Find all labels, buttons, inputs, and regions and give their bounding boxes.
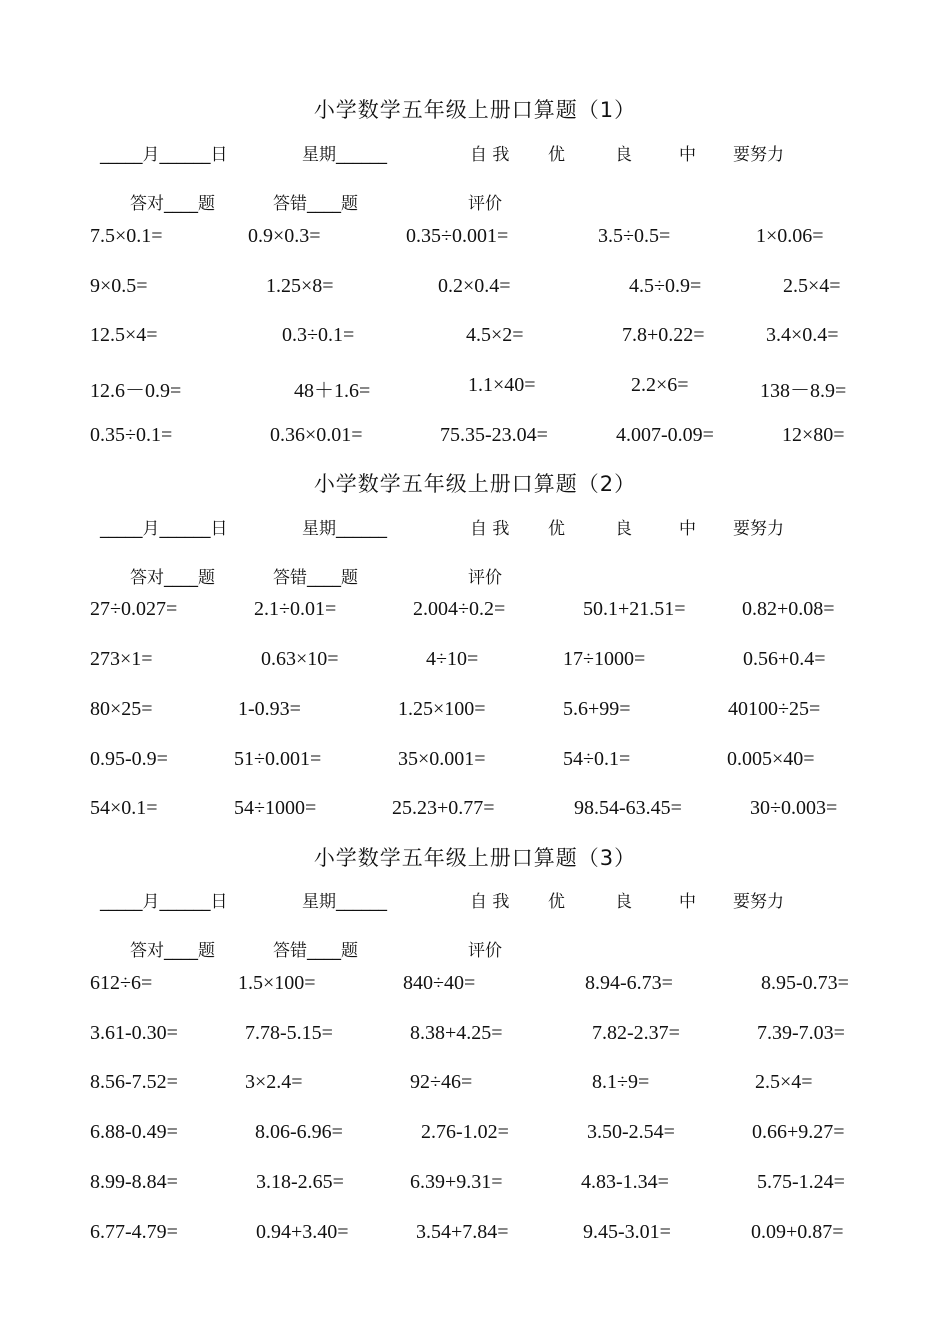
wrong-count-field: 答错____题	[273, 194, 358, 214]
self-eval-label: 自 我	[470, 145, 510, 165]
math-problem: 0.09+0.87=	[751, 1221, 844, 1243]
math-problem: 54×0.1=	[90, 797, 158, 819]
math-problem: 12.6－0.9=	[90, 380, 182, 402]
math-problem: 8.1÷9=	[592, 1071, 650, 1093]
math-problem: 2.2×6=	[631, 374, 689, 396]
math-problem: 138－8.9=	[760, 380, 847, 402]
math-problem: 8.99-8.84=	[90, 1171, 178, 1193]
math-problem: 0.56+0.4=	[743, 648, 826, 670]
math-problem: 840÷40=	[403, 972, 476, 994]
grade-option: 良	[615, 519, 632, 539]
math-problem: 1×0.06=	[756, 225, 824, 247]
math-problem: 1.25×100=	[398, 698, 486, 720]
math-problem: 27÷0.027=	[90, 598, 178, 620]
math-problem: 612÷6=	[90, 972, 153, 994]
math-problem: 8.06-6.96=	[255, 1121, 343, 1143]
math-problem: 8.38+4.25=	[410, 1022, 503, 1044]
grade-option: 中	[679, 892, 696, 912]
section-title: 小学数学五年级上册口算题（1）	[313, 98, 637, 122]
math-problem: 25.23+0.77=	[392, 797, 495, 819]
date-field: _____月______日	[100, 892, 228, 912]
math-problem: 0.36×0.01=	[270, 424, 363, 446]
math-problem: 2.1÷0.01=	[254, 598, 337, 620]
math-problem: 2.5×4=	[783, 275, 841, 297]
grade-option: 良	[615, 145, 632, 165]
math-problem: 5.75-1.24=	[757, 1171, 845, 1193]
math-problem: 2.004÷0.2=	[413, 598, 506, 620]
math-problem: 48＋1.6=	[294, 380, 371, 402]
math-problem: 7.39-7.03=	[757, 1022, 845, 1044]
math-problem: 0.94+3.40=	[256, 1221, 349, 1243]
math-problem: 12.5×4=	[90, 324, 158, 346]
self-eval-label: 自 我	[470, 892, 510, 912]
math-problem: 8.94-6.73=	[585, 972, 673, 994]
evaluation-label: 评价	[468, 568, 502, 588]
math-problem: 273×1=	[90, 648, 153, 670]
math-problem: 1.1×40=	[468, 374, 536, 396]
math-problem: 3.54+7.84=	[416, 1221, 509, 1243]
section-title: 小学数学五年级上册口算题（2）	[313, 472, 637, 496]
math-problem: 51÷0.001=	[234, 748, 322, 770]
wrong-count-field: 答错____题	[273, 941, 358, 961]
math-problem: 0.66+9.27=	[752, 1121, 845, 1143]
math-problem: 12×80=	[782, 424, 845, 446]
date-field: _____月______日	[100, 145, 228, 165]
math-problem: 0.95-0.9=	[90, 748, 168, 770]
weekday-field: 星期______	[302, 145, 387, 165]
math-problem: 0.63×10=	[261, 648, 339, 670]
wrong-count-field: 答错____题	[273, 568, 358, 588]
grade-option: 优	[548, 145, 565, 165]
math-problem: 50.1+21.51=	[583, 598, 686, 620]
self-eval-label: 自 我	[470, 519, 510, 539]
math-problem: 0.9×0.3=	[248, 225, 321, 247]
weekday-field: 星期______	[302, 519, 387, 539]
grade-option: 要努力	[733, 519, 784, 539]
grade-option: 中	[679, 519, 696, 539]
math-problem: 5.6+99=	[563, 698, 631, 720]
math-problem: 92÷46=	[410, 1071, 473, 1093]
math-problem: 3.50-2.54=	[587, 1121, 675, 1143]
math-problem: 17÷1000=	[563, 648, 646, 670]
math-problem: 0.35÷0.001=	[406, 225, 509, 247]
math-problem: 4.5×2=	[466, 324, 524, 346]
grade-option: 要努力	[733, 892, 784, 912]
math-problem: 7.5×0.1=	[90, 225, 163, 247]
weekday-field: 星期______	[302, 892, 387, 912]
math-problem: 2.76-1.02=	[421, 1121, 509, 1143]
math-problem: 9×0.5=	[90, 275, 148, 297]
math-problem: 0.82+0.08=	[742, 598, 835, 620]
evaluation-label: 评价	[468, 194, 502, 214]
grade-option: 中	[679, 145, 696, 165]
math-problem: 75.35-23.04=	[440, 424, 548, 446]
math-problem: 35×0.001=	[398, 748, 486, 770]
math-problem: 9.45-3.01=	[583, 1221, 671, 1243]
math-problem: 8.56-7.52=	[90, 1071, 178, 1093]
math-problem: 3.5÷0.5=	[598, 225, 671, 247]
math-problem: 40100÷25=	[728, 698, 821, 720]
math-problem: 3×2.4=	[245, 1071, 303, 1093]
math-problem: 54÷1000=	[234, 797, 317, 819]
grade-option: 良	[615, 892, 632, 912]
math-problem: 0.2×0.4=	[438, 275, 511, 297]
math-problem: 4.5÷0.9=	[629, 275, 702, 297]
math-problem: 7.78-5.15=	[245, 1022, 333, 1044]
math-problem: 0.005×40=	[727, 748, 815, 770]
math-problem: 1-0.93=	[238, 698, 301, 720]
math-problem: 3.61-0.30=	[90, 1022, 178, 1044]
math-problem: 4÷10=	[426, 648, 479, 670]
math-problem: 4.007-0.09=	[616, 424, 714, 446]
grade-option: 要努力	[733, 145, 784, 165]
math-problem: 6.77-4.79=	[90, 1221, 178, 1243]
math-problem: 6.39+9.31=	[410, 1171, 503, 1193]
grade-option: 优	[548, 892, 565, 912]
correct-count-field: 答对____题	[130, 568, 215, 588]
grade-option: 优	[548, 519, 565, 539]
math-problem: 7.82-2.37=	[592, 1022, 680, 1044]
math-problem: 2.5×4=	[755, 1071, 813, 1093]
math-problem: 0.35÷0.1=	[90, 424, 173, 446]
math-problem: 80×25=	[90, 698, 153, 720]
math-problem: 4.83-1.34=	[581, 1171, 669, 1193]
evaluation-label: 评价	[468, 941, 502, 961]
math-problem: 7.8+0.22=	[622, 324, 705, 346]
math-problem: 3.18-2.65=	[256, 1171, 344, 1193]
math-problem: 3.4×0.4=	[766, 324, 839, 346]
math-problem: 6.88-0.49=	[90, 1121, 178, 1143]
math-problem: 1.25×8=	[266, 275, 334, 297]
math-problem: 30÷0.003=	[750, 797, 838, 819]
date-field: _____月______日	[100, 519, 228, 539]
math-problem: 98.54-63.45=	[574, 797, 682, 819]
math-problem: 54÷0.1=	[563, 748, 631, 770]
section-title: 小学数学五年级上册口算题（3）	[313, 846, 637, 870]
correct-count-field: 答对____题	[130, 194, 215, 214]
math-problem: 8.95-0.73=	[761, 972, 849, 994]
math-problem: 0.3÷0.1=	[282, 324, 355, 346]
correct-count-field: 答对____题	[130, 941, 215, 961]
math-problem: 1.5×100=	[238, 972, 316, 994]
